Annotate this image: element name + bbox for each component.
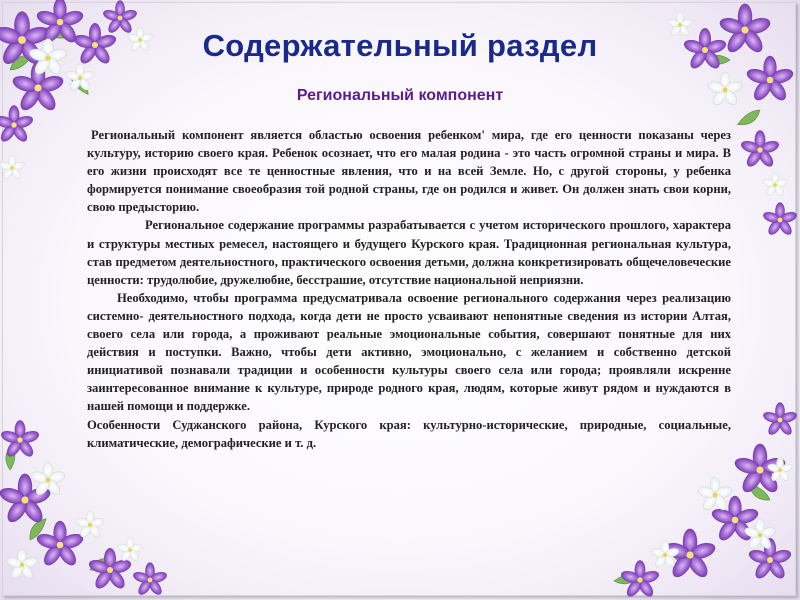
paragraph: Необходимо, чтобы программа предусматривала освоение регионального содержания через реализацию системно- деятельностного подхода, когда дети не просто усваивают непонятные сведения из истории Алтая, своего села или города, а проживают реальные эмоциональные события, совершают понятные для них действия и поступки. Важно, чтобы дети активно, эмоционально, с желанием и собственно детской инициативой познавали традиции и особенности культуры своего села или города; проявляли искренне заинтересованное внимание к культуре, природе родного края, людям, которые живут рядом и нуждаются в нашей помощи и поддержке. [87,290,731,414]
paragraph: Региональное содержание программы разрабатывается с учетом исторического прошлого, характера и структуры местных ремесел, настоящего и будущего Курского края. Традиционная региональная культура, став предметом деятельностного, практического освоения детьми, должна конкретизировать общечеловеческие ценности: трудолюбие, дружелюбие, бесстрашие, отсутствие национальной неприязни. [87,218,731,287]
paragraph: Региональный компонент является областью освоения ребенком' мира, где его ценности показаны через культуру, историю своего края. Ребенок осознает, что его малая родина - это часть огромной страны и мира. В его жизни происходят все те ценностные явления, что и на всей Земле. Но, с другой стороны, у ребенка формируется понимание своеобразия той родной страны, где он родился и живет. Он должен знать свои корни, свою предысторию. [87,128,731,215]
slide-title: Содержательный раздел [202,28,598,63]
paragraph: Особенности Суджанского района, Курского края: культурно-исторические, природные, социальные, климатические, демографические и т. д. [87,417,731,450]
body-text [87,126,731,452]
slide-subtitle: Региональный компонент [296,87,504,104]
